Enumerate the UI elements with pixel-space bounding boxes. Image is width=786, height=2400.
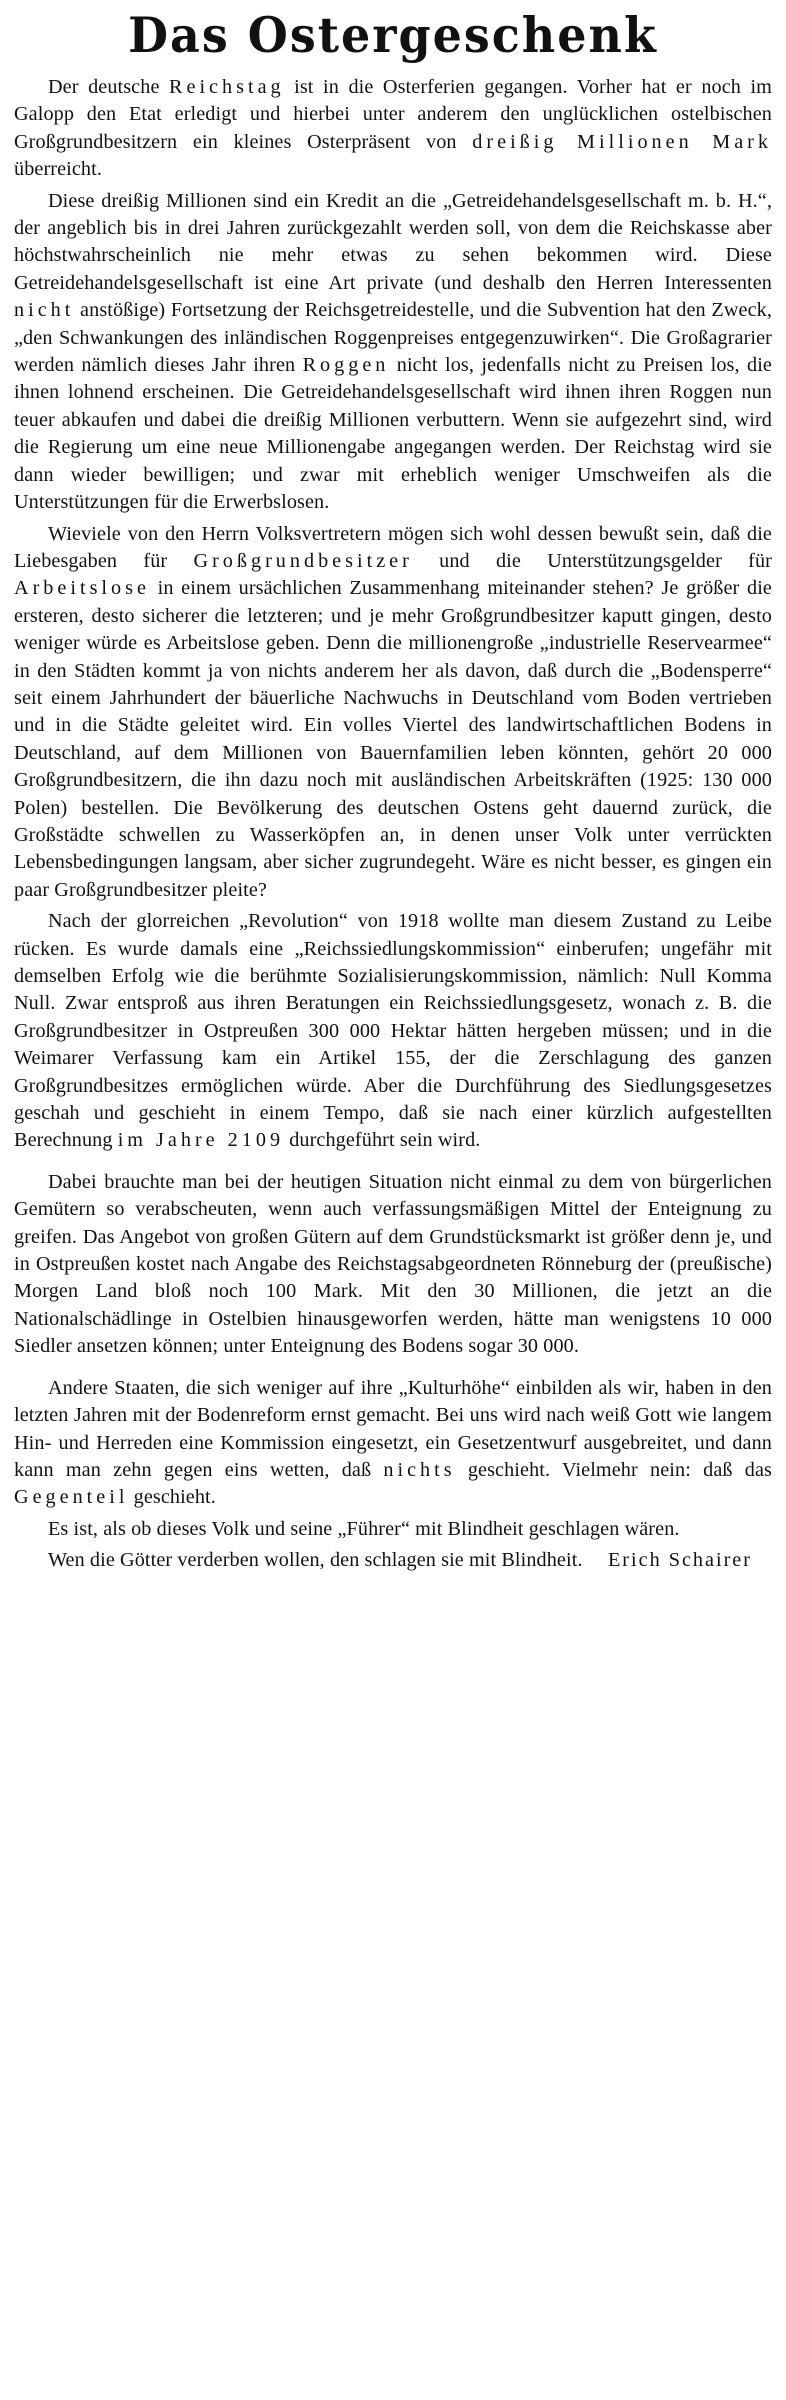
paragraph-text: überreicht. bbox=[14, 158, 102, 181]
paragraph-text: ist in die Osterferien gegangen. Vorher hat er noch im Galopp den Etat erledigt und hierbei unter anderem den unglücklichen ostelbischen Großgrundbesitzern ein kleines Osterpräsent von bbox=[14, 76, 772, 153]
article-paragraph bbox=[14, 908, 772, 1155]
article-paragraph bbox=[14, 1516, 772, 1543]
paragraph-text: anstößige) Fortsetzung der Reichsgetreidestelle, und die Subvention hat den Zweck, „den Schwankungen des inländischen Roggenpreises entgegenzuwirken“. Die Großagrarier werden nämlich dieses Jahr ihren bbox=[14, 299, 772, 377]
paragraph-text: und die Unterstützungsgelder für bbox=[412, 549, 772, 572]
paragraph-text: Nach der glorreichen „Revolution“ von 1918 wollte man diesem Zustand zu Leibe rücken. Es wurde damals eine „Reichssiedlungskommission“ einberufen; ungefähr mit demselben Erfolg wie die berühmte Sozialisierungskommission, nämlich: Null Komma Null. Zwar entsproß aus ihren Beratungen ein Reichssiedlungsgesetz, wonach z. B. die Großgrundbesitzer in Ostpreußen 300 000 Hektar hätten hergeben müssen; und in die Weimarer Verfassung kam ein Artikel 155, der die Zerschlagung des ganzen Großgrundbesitzes ermöglichen würde. Aber die Durchführung des Siedlungsgesetzes geschah und geschieht in einem Tempo, daß sie nach einer kürzlich aufgestellten Berechnung bbox=[14, 910, 772, 1152]
spaced-emphasis-text: Arbeitslose bbox=[14, 577, 150, 600]
spaced-emphasis-text: dreißig Millionen Mark bbox=[472, 130, 772, 153]
paragraph-text: Der deutsche bbox=[48, 76, 170, 98]
paragraph-text: geschieht. Vielmehr nein: daß das bbox=[455, 1458, 772, 1481]
spaced-emphasis-text: nicht bbox=[14, 299, 75, 322]
paragraph-text: Es ist, als ob dieses Volk und seine „Führer“ mit Blindheit geschlagen wären. bbox=[48, 1517, 680, 1540]
spaced-emphasis-text: nichts bbox=[383, 1458, 456, 1481]
article-paragraph bbox=[14, 1375, 772, 1512]
article-paragraph bbox=[14, 74, 772, 184]
paragraph-text: in einem ursächlichen Zusammenhang miteinander stehen? Je größer die ersteren, desto sicherer die letzteren; und je mehr Großgrundbesitzer kaputt gingen, desto weniger würde es Arbeitslose geben. Denn die millionengroße „industrielle Reservearmee“ in den Städten kommt ja von nichts anderem her als davon, daß durch die „Bodensperre“ seit einem Jahrhundert der bäuerliche Nachwuchs in Deutschland vom Boden vertrieben und in die Städte geleitet wird. Ein volles Viertel des landwirtschaftlichen Bodens in Deutschland, auf dem Millionen von Bauernfamilien leben könnten, gehört 20 000 Großgrundbesitzern, die ihn dazu noch mit ausländischen Arbeitskräften (1925: 130 000 Polen) bestellen. Die Bevölkerung des deutschen Ostens geht dauernd zurück, die Großstädte schwellen zu Wasserköpfen an, in denen unser Volk unter verrückten Lebensbedingungen langsam, aber sicher zugrundegeht. Wäre es nicht besser, es gingen ein paar Großgrundbesitzer pleite? bbox=[14, 577, 772, 901]
closing-line: Wen die Götter verderben wollen, den schlagen sie mit Blindheit. bbox=[48, 1549, 583, 1572]
article-paragraph bbox=[14, 1169, 772, 1361]
article-paragraph bbox=[14, 188, 772, 517]
spaced-emphasis-text: Reichstag bbox=[169, 76, 285, 98]
paragraph-text: geschieht. bbox=[128, 1486, 216, 1509]
spaced-emphasis-text: im Jahre 2109 bbox=[117, 1129, 285, 1152]
closing-line-row bbox=[14, 1547, 772, 1574]
paragraph-text: Diese dreißig Millionen sind ein Kredit an die „Getreidehandelsgesellschaft m. b. H.“, der angeblich bis in drei Jahren zurückgezahlt werden soll, von dem die Reichskasse aber höchstwahrscheinlich nie mehr etwas zu sehen bekommen wird. Diese Getreidehandelsgesellschaft ist eine Art private (und deshalb den Herren Interessenten bbox=[14, 189, 772, 294]
article-body bbox=[14, 74, 772, 1543]
spaced-emphasis-text: Roggen bbox=[302, 354, 390, 377]
paragraph-text: Wieviele von den Herrn Volksvertretern mögen sich wohl dessen bewußt sein, daß die Liebesgaben für bbox=[14, 522, 772, 572]
spaced-emphasis-text: Gegenteil bbox=[14, 1486, 129, 1509]
author-signature: Erich Schairer bbox=[607, 1549, 752, 1572]
paragraph-text: Andere Staaten, die sich weniger auf ihre „Kulturhöhe“ einbilden als wir, haben in den letzten Jahren mit der Bodenreform ernst gemacht. Bei uns wird nach weiß Gott wie langem Hin- und Herreden eine Kommission eingesetzt, ein Gesetzentwurf ausgebreitet, und dann kann man zehn gegen eins wetten, daß bbox=[14, 1376, 772, 1481]
paragraph-text: Dabei brauchte man bei der heutigen Situation nicht einmal zu dem von bürgerlichen Gemütern so verabscheuten, wenn auch verfassungsmäßigen Mittel der Enteignung zu greifen. Das Angebot von großen Gütern auf dem Grundstücksmarkt ist größer denn je, und in Ostpreußen kostet nach Angabe des Reichstagsabgeordneten Rönneburg der (preußische) Morgen Land bloß noch 100 Mark. Mit den 30 Millionen, die jetzt an die Nationalschädlinge in Ostelbien hinausgeworfen werden, hätte man wenigstens 10 000 Siedler ansetzen können; unter Enteignung des Bodens sogar 30 000. bbox=[14, 1170, 772, 1358]
article-paragraph bbox=[14, 521, 772, 905]
paragraph-text: durchgeführt sein wird. bbox=[284, 1129, 481, 1152]
article-title: Das Ostergeschenk bbox=[128, 6, 658, 64]
spaced-emphasis-text: Großgrundbesitzer bbox=[193, 549, 413, 572]
paragraph-text: nicht los, jedenfalls nicht zu Preisen los, die ihnen lohnend erscheinen. Die Getreidehandelsgesellschaft wird ihnen ihren Roggen nun teuer abkaufen und dabei die dreißig Millionen verbuttern. Wenn sie aufgezehrt sind, wird die Regierung um eine neue Millionengabe angegangen werden. Der Reichstag wird sie dann wieder bewilligen; und zwar mit erheblich weniger Umschweifen als die Unterstützungen für die Erwerbslosen. bbox=[14, 354, 772, 514]
